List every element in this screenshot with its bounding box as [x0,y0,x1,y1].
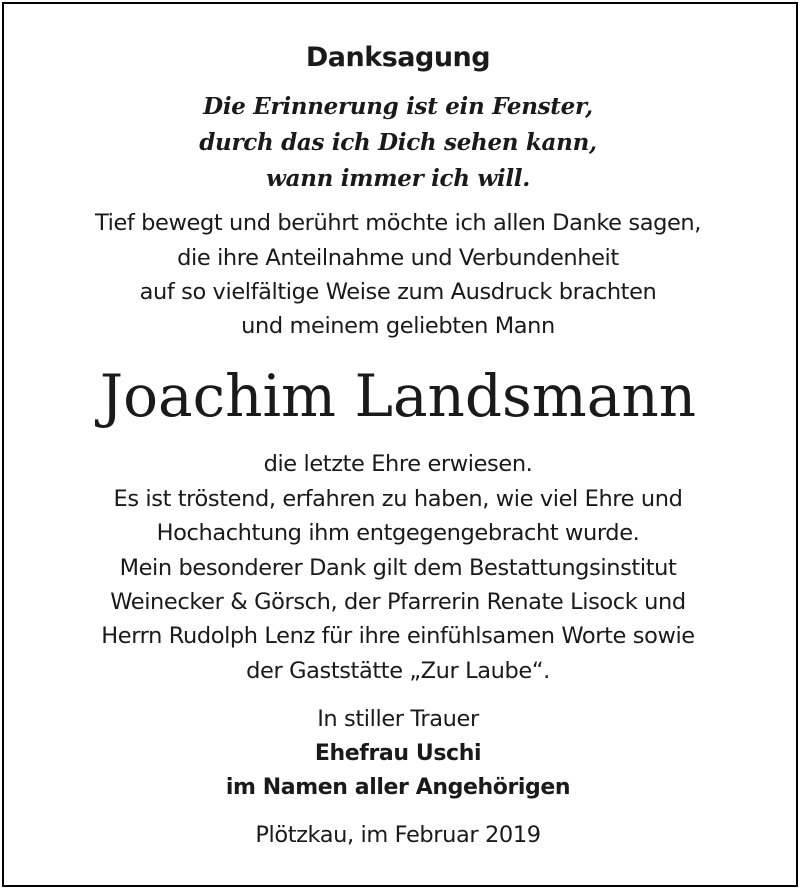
intro-line-1: Tief bewegt und berührt möchte ich allen Danke sagen, [94,210,702,236]
thanks-line-4: Mein besonderer Dank gilt dem Bestattungsinstitut [119,555,677,581]
motto-line-1: Die Erinnerung ist ein Fenster, [203,93,593,120]
thanks-line-7: der Gaststätte „Zur Laube“. [246,658,550,684]
thanks-line-3: Hochachtung ihm entgegengebracht wurde. [156,520,640,546]
mourning-line: In stiller Trauer [317,706,479,732]
motto-line-2: durch das ich Dich sehen kann, [199,129,597,156]
thanks-line-2: Es ist tröstend, erfahren zu haben, wie viel Ehre und [113,486,683,512]
intro-line-3: auf so vielfältige Weise zum Ausdruck brachten [139,279,657,305]
thanks-line-1: die letzte Ehre erwiesen. [263,451,533,477]
signatory-line-1: Ehefrau Uschi [314,741,482,766]
deceased-name: Joachim Landsmann [99,362,697,430]
intro-line-4: und meinem geliebten Mann [241,313,555,339]
motto-line-3: wann immer ich will. [266,165,530,192]
thanks-line-6: Herrn Rudolph Lenz für ihre einfühlsamen Worte sowie [101,623,695,649]
intro-line-2: die ihre Anteilnahme und Verbundenheit [177,245,619,271]
signatory-line-2: im Namen aller Angehörigen [225,775,571,800]
place-date: Plötzkau, im Februar 2019 [255,822,541,848]
notice-heading: Danksagung [305,42,491,73]
thanks-line-5: Weinecker & Görsch, der Pfarrerin Renate Lisock und [110,589,686,615]
